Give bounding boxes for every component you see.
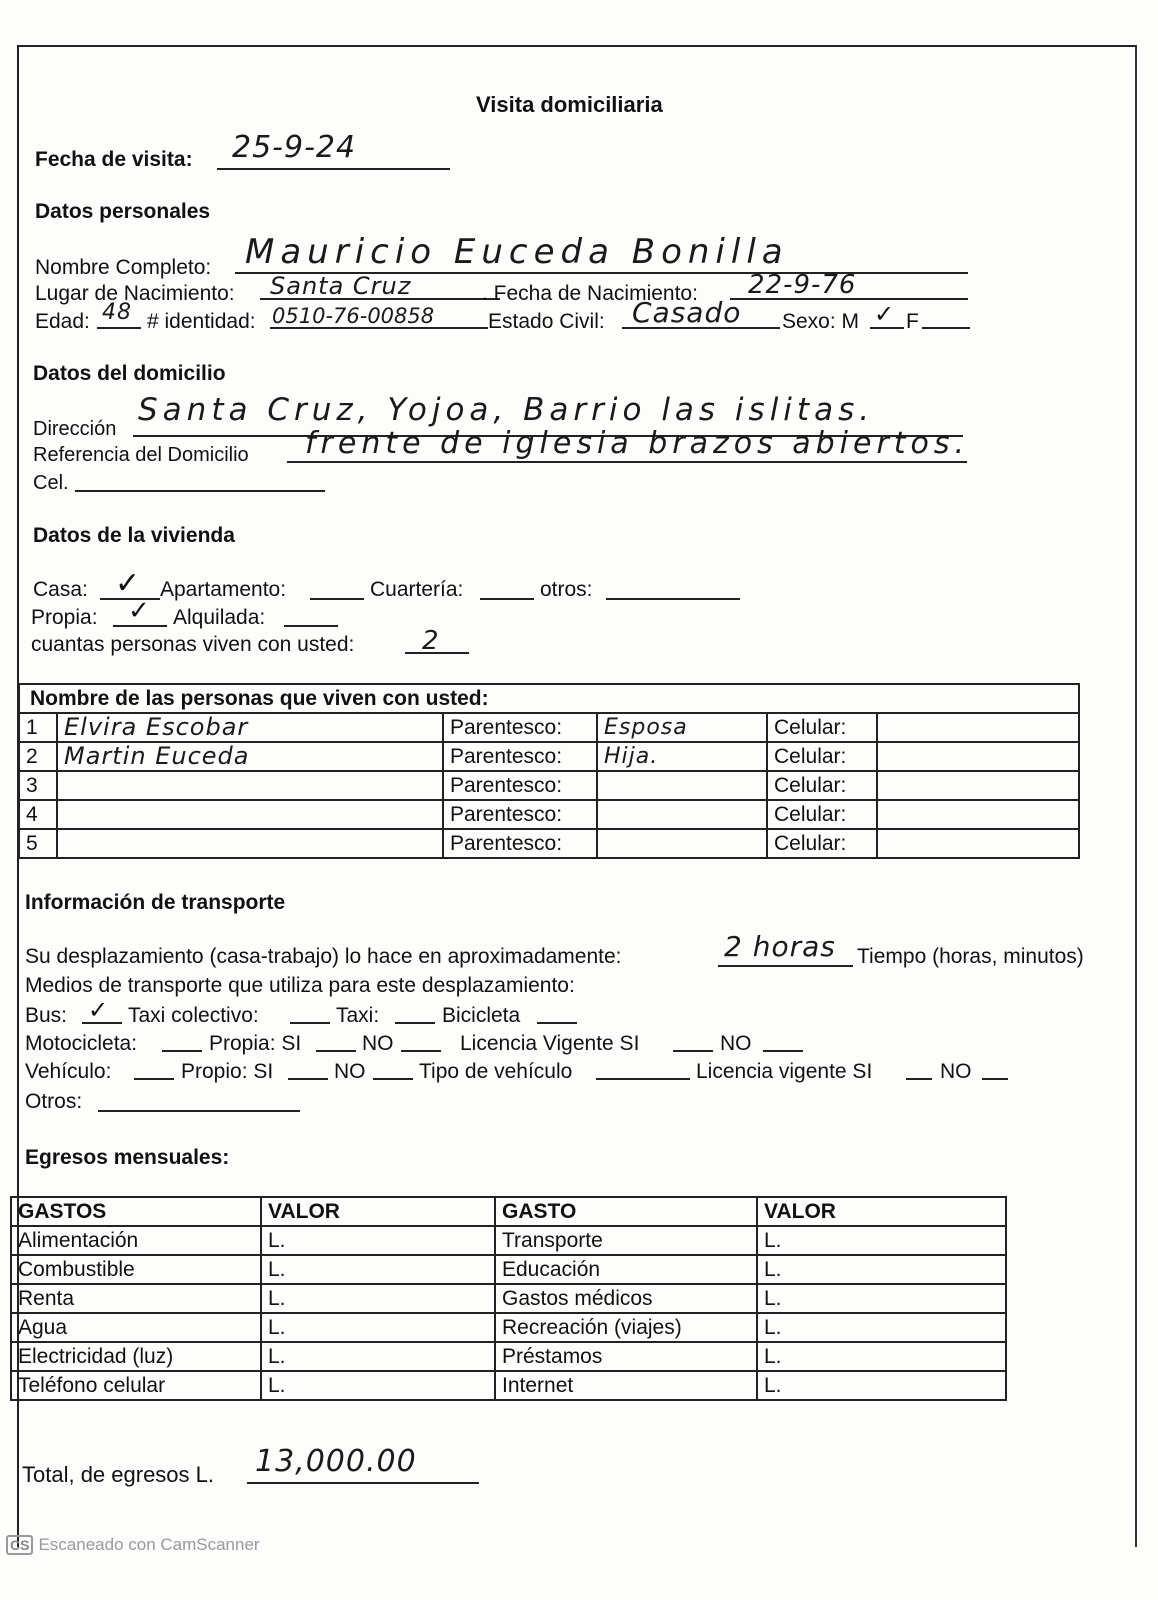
- referencia-value[interactable]: frente de iglesia brazos abiertos.: [305, 426, 970, 461]
- direccion-value[interactable]: Santa Cruz, Yojoa, Barrio las islitas.: [138, 392, 875, 428]
- vehiculo-propio-no-label: NO: [334, 1060, 366, 1083]
- bus-label: Bus:: [25, 1004, 68, 1027]
- section-egresos: Egresos mensuales:: [25, 1146, 230, 1169]
- fecha-nacimiento-value[interactable]: 22-9-76: [748, 270, 857, 300]
- estado-civil-label: Estado Civil:: [488, 310, 605, 333]
- total-egresos-label: Total, de egresos L.: [22, 1462, 215, 1487]
- sexo-f-label: F: [906, 310, 919, 333]
- gasto-value[interactable]: L.: [261, 1371, 495, 1400]
- egresos-table: [10, 1196, 1007, 1401]
- col-header-gasto: GASTO: [495, 1197, 757, 1226]
- camscanner-logo-icon: CS: [6, 1535, 33, 1555]
- table-row: [19, 742, 1079, 771]
- persona-celular[interactable]: [877, 742, 1079, 771]
- gasto-name: Préstamos: [495, 1342, 757, 1371]
- persona-nombre[interactable]: [57, 829, 443, 858]
- gasto-name: Electricidad (luz): [11, 1342, 261, 1371]
- gasto-value[interactable]: L.: [757, 1313, 1006, 1342]
- gasto-value[interactable]: L.: [757, 1255, 1006, 1284]
- referencia-label: Referencia del Domicilio: [33, 444, 249, 466]
- personas-header: Nombre de las personas que viven con usted:: [19, 684, 1079, 713]
- taxi-colectivo-label: Taxi colectivo:: [128, 1004, 259, 1027]
- personas-table-header: [19, 684, 1079, 713]
- moto-licencia-no-line[interactable]: [763, 1050, 803, 1052]
- cuarteria-label: Cuartería:: [370, 578, 464, 601]
- cuarteria-line[interactable]: [480, 598, 534, 600]
- lugar-label: Lugar de Nacimiento:: [35, 282, 235, 305]
- celular-label: Celular:: [767, 742, 877, 771]
- form-title: Visita domiciliaria: [476, 92, 663, 117]
- motocicleta-line[interactable]: [162, 1050, 202, 1052]
- celular-label: Celular:: [767, 771, 877, 800]
- section-datos-vivienda: Datos de la vivienda: [33, 524, 235, 547]
- section-transporte: Información de transporte: [25, 891, 286, 914]
- casa-label: Casa:: [33, 578, 88, 601]
- tipo-vehiculo-label: Tipo de vehículo: [419, 1060, 573, 1083]
- persona-parentesco[interactable]: Esposa: [597, 713, 767, 742]
- sexo-label: Sexo: M: [782, 310, 860, 333]
- fecha-nacimiento-label: . Fecha de Nacimiento:: [482, 282, 698, 305]
- total-egresos-line: [247, 1482, 479, 1484]
- taxi-label: Taxi:: [336, 1004, 380, 1027]
- gasto-value[interactable]: L.: [261, 1342, 495, 1371]
- table-row: [11, 1284, 1006, 1313]
- nombre-label: Nombre Completo:: [35, 256, 212, 279]
- persona-celular[interactable]: [877, 713, 1079, 742]
- identidad-value[interactable]: 0510-76-00858: [272, 304, 435, 328]
- identidad-label: # identidad:: [147, 310, 256, 333]
- moto-licencia-label: Licencia Vigente SI: [460, 1032, 640, 1055]
- propia-label: Propia:: [31, 606, 98, 629]
- persona-parentesco[interactable]: [597, 829, 767, 858]
- desplazamiento-line: [718, 965, 853, 967]
- vehiculo-licencia-no-line[interactable]: [982, 1078, 1008, 1080]
- bus-check-icon[interactable]: ✓: [88, 996, 109, 1024]
- gasto-name: Teléfono celular: [11, 1371, 261, 1400]
- desplazamiento-value[interactable]: 2 horas: [724, 930, 836, 963]
- edad-line: [97, 327, 141, 329]
- egresos-header-row: [11, 1197, 1006, 1226]
- section-datos-domicilio: Datos del domicilio: [33, 362, 226, 385]
- otros-transporte-label: Otros:: [25, 1090, 83, 1113]
- moto-licencia-no-label: NO: [720, 1032, 752, 1055]
- parentesco-label: Parentesco:: [443, 771, 597, 800]
- apartamento-line[interactable]: [310, 598, 364, 600]
- celular-label: Celular:: [767, 829, 877, 858]
- persona-celular[interactable]: [877, 829, 1079, 858]
- row-number: 1: [19, 713, 57, 742]
- otros-vivienda-line[interactable]: [606, 598, 740, 600]
- moto-propia-si-line[interactable]: [316, 1050, 356, 1052]
- table-row: [11, 1342, 1006, 1371]
- gasto-name: Transporte: [495, 1226, 757, 1255]
- moto-licencia-si-line[interactable]: [673, 1050, 713, 1052]
- table-row: [19, 829, 1079, 858]
- gasto-value[interactable]: L.: [757, 1371, 1006, 1400]
- table-row: [11, 1313, 1006, 1342]
- cuantas-personas-value[interactable]: 2: [422, 626, 440, 656]
- col-header-valor: VALOR: [261, 1197, 495, 1226]
- gasto-name: Gastos médicos: [495, 1284, 757, 1313]
- medios-label: Medios de transporte que utiliza para este desplazamiento:: [25, 974, 575, 997]
- cuantas-personas-label: cuantas personas viven con usted:: [31, 633, 355, 656]
- taxi-line[interactable]: [395, 1022, 435, 1024]
- persona-nombre[interactable]: [57, 771, 443, 800]
- otros-vivienda-label: otros:: [540, 578, 593, 601]
- nombre-value[interactable]: Mauricio Euceda Bonilla: [245, 232, 789, 272]
- fecha-visita-line: [217, 168, 450, 170]
- table-row: [19, 800, 1079, 829]
- section-datos-personales: Datos personales: [35, 200, 211, 223]
- vehiculo-licencia-no-label: NO: [940, 1060, 972, 1083]
- vehiculo-propio-si-line[interactable]: [288, 1078, 328, 1080]
- sexo-m-check-icon[interactable]: ✓: [874, 300, 895, 328]
- persona-celular[interactable]: [877, 800, 1079, 829]
- vehiculo-propio-label: Propio: SI: [181, 1060, 274, 1083]
- camscanner-text: Escaneado con CamScanner: [38, 1535, 260, 1554]
- row-number: 5: [19, 829, 57, 858]
- sexo-f-line[interactable]: [922, 327, 970, 329]
- moto-propia-label: Propia: SI: [209, 1032, 302, 1055]
- gasto-name: Combustible: [11, 1255, 261, 1284]
- persona-nombre[interactable]: Elvira Escobar: [57, 713, 443, 742]
- celular-label: Celular:: [767, 800, 877, 829]
- persona-nombre[interactable]: [57, 800, 443, 829]
- gasto-name: Alimentación: [11, 1226, 261, 1255]
- gasto-name: Recreación (viajes): [495, 1313, 757, 1342]
- gasto-value[interactable]: L.: [757, 1226, 1006, 1255]
- personas-table: [18, 683, 1080, 859]
- gasto-value[interactable]: L.: [757, 1342, 1006, 1371]
- col-header-gastos: GASTOS: [11, 1197, 261, 1226]
- parentesco-label: Parentesco:: [443, 829, 597, 858]
- alquilada-line[interactable]: [284, 625, 338, 627]
- gasto-name: Educación: [495, 1255, 757, 1284]
- taxi-colectivo-line[interactable]: [290, 1022, 330, 1024]
- direccion-label: Dirección: [33, 418, 117, 440]
- camscanner-watermark: [6, 1535, 260, 1555]
- col-header-valor-2: VALOR: [757, 1197, 1006, 1226]
- vehiculo-line[interactable]: [134, 1078, 174, 1080]
- cel-line[interactable]: [75, 490, 325, 492]
- table-row: [11, 1226, 1006, 1255]
- apartamento-label: Apartamento:: [160, 578, 287, 601]
- tiempo-label: Tiempo (horas, minutos): [857, 945, 1084, 968]
- gasto-value[interactable]: L.: [261, 1313, 495, 1342]
- vehiculo-propio-no-line[interactable]: [373, 1078, 413, 1080]
- gasto-name: Internet: [495, 1371, 757, 1400]
- lugar-value[interactable]: Santa Cruz: [270, 272, 412, 300]
- referencia-line: [287, 461, 967, 463]
- bicicleta-label: Bicicleta: [442, 1004, 521, 1027]
- gasto-value[interactable]: L.: [757, 1284, 1006, 1313]
- desplazamiento-label: Su desplazamiento (casa-trabajo) lo hace en aproximadamente:: [25, 945, 622, 968]
- propia-check-icon[interactable]: ✓: [128, 596, 150, 626]
- persona-parentesco[interactable]: [597, 800, 767, 829]
- total-egresos-value[interactable]: 13,000.00: [255, 1444, 417, 1479]
- fecha-visita-value[interactable]: 25-9-24: [232, 130, 357, 165]
- table-row: [19, 771, 1079, 800]
- persona-parentesco[interactable]: Hija.: [597, 742, 767, 771]
- table-row: [19, 713, 1079, 742]
- parentesco-label: Parentesco:: [443, 800, 597, 829]
- moto-propia-no-label: NO: [362, 1032, 394, 1055]
- table-row: [11, 1255, 1006, 1284]
- gasto-value[interactable]: L.: [261, 1255, 495, 1284]
- alquilada-label: Alquilada:: [173, 606, 266, 629]
- gasto-name: Agua: [11, 1313, 261, 1342]
- edad-value[interactable]: 48: [102, 300, 132, 325]
- row-number: 2: [19, 742, 57, 771]
- moto-propia-no-line[interactable]: [401, 1050, 441, 1052]
- celular-label: Celular:: [767, 713, 877, 742]
- motocicleta-label: Motocicleta:: [25, 1032, 138, 1055]
- parentesco-label: Parentesco:: [443, 713, 597, 742]
- otros-transporte-line[interactable]: [98, 1110, 300, 1112]
- casa-check-icon[interactable]: ✓: [115, 566, 141, 601]
- bicicleta-line[interactable]: [537, 1022, 577, 1024]
- persona-nombre[interactable]: Martin Euceda: [57, 742, 443, 771]
- gasto-value[interactable]: L.: [261, 1284, 495, 1313]
- table-row: [11, 1371, 1006, 1400]
- row-number: 3: [19, 771, 57, 800]
- tipo-vehiculo-line[interactable]: [596, 1078, 690, 1080]
- edad-label: Edad:: [35, 310, 90, 333]
- estado-civil-value[interactable]: Casado: [632, 296, 742, 329]
- gasto-value[interactable]: L.: [261, 1226, 495, 1255]
- vehiculo-licencia-si-line[interactable]: [906, 1078, 932, 1080]
- fecha-visita-label: Fecha de visita:: [35, 148, 193, 171]
- vehiculo-licencia-label: Licencia vigente SI: [696, 1060, 873, 1083]
- cel-label: Cel.: [33, 472, 69, 494]
- row-number: 4: [19, 800, 57, 829]
- vehiculo-label: Vehículo:: [25, 1060, 112, 1083]
- gasto-name: Renta: [11, 1284, 261, 1313]
- persona-parentesco[interactable]: [597, 771, 767, 800]
- persona-celular[interactable]: [877, 771, 1079, 800]
- parentesco-label: Parentesco:: [443, 742, 597, 771]
